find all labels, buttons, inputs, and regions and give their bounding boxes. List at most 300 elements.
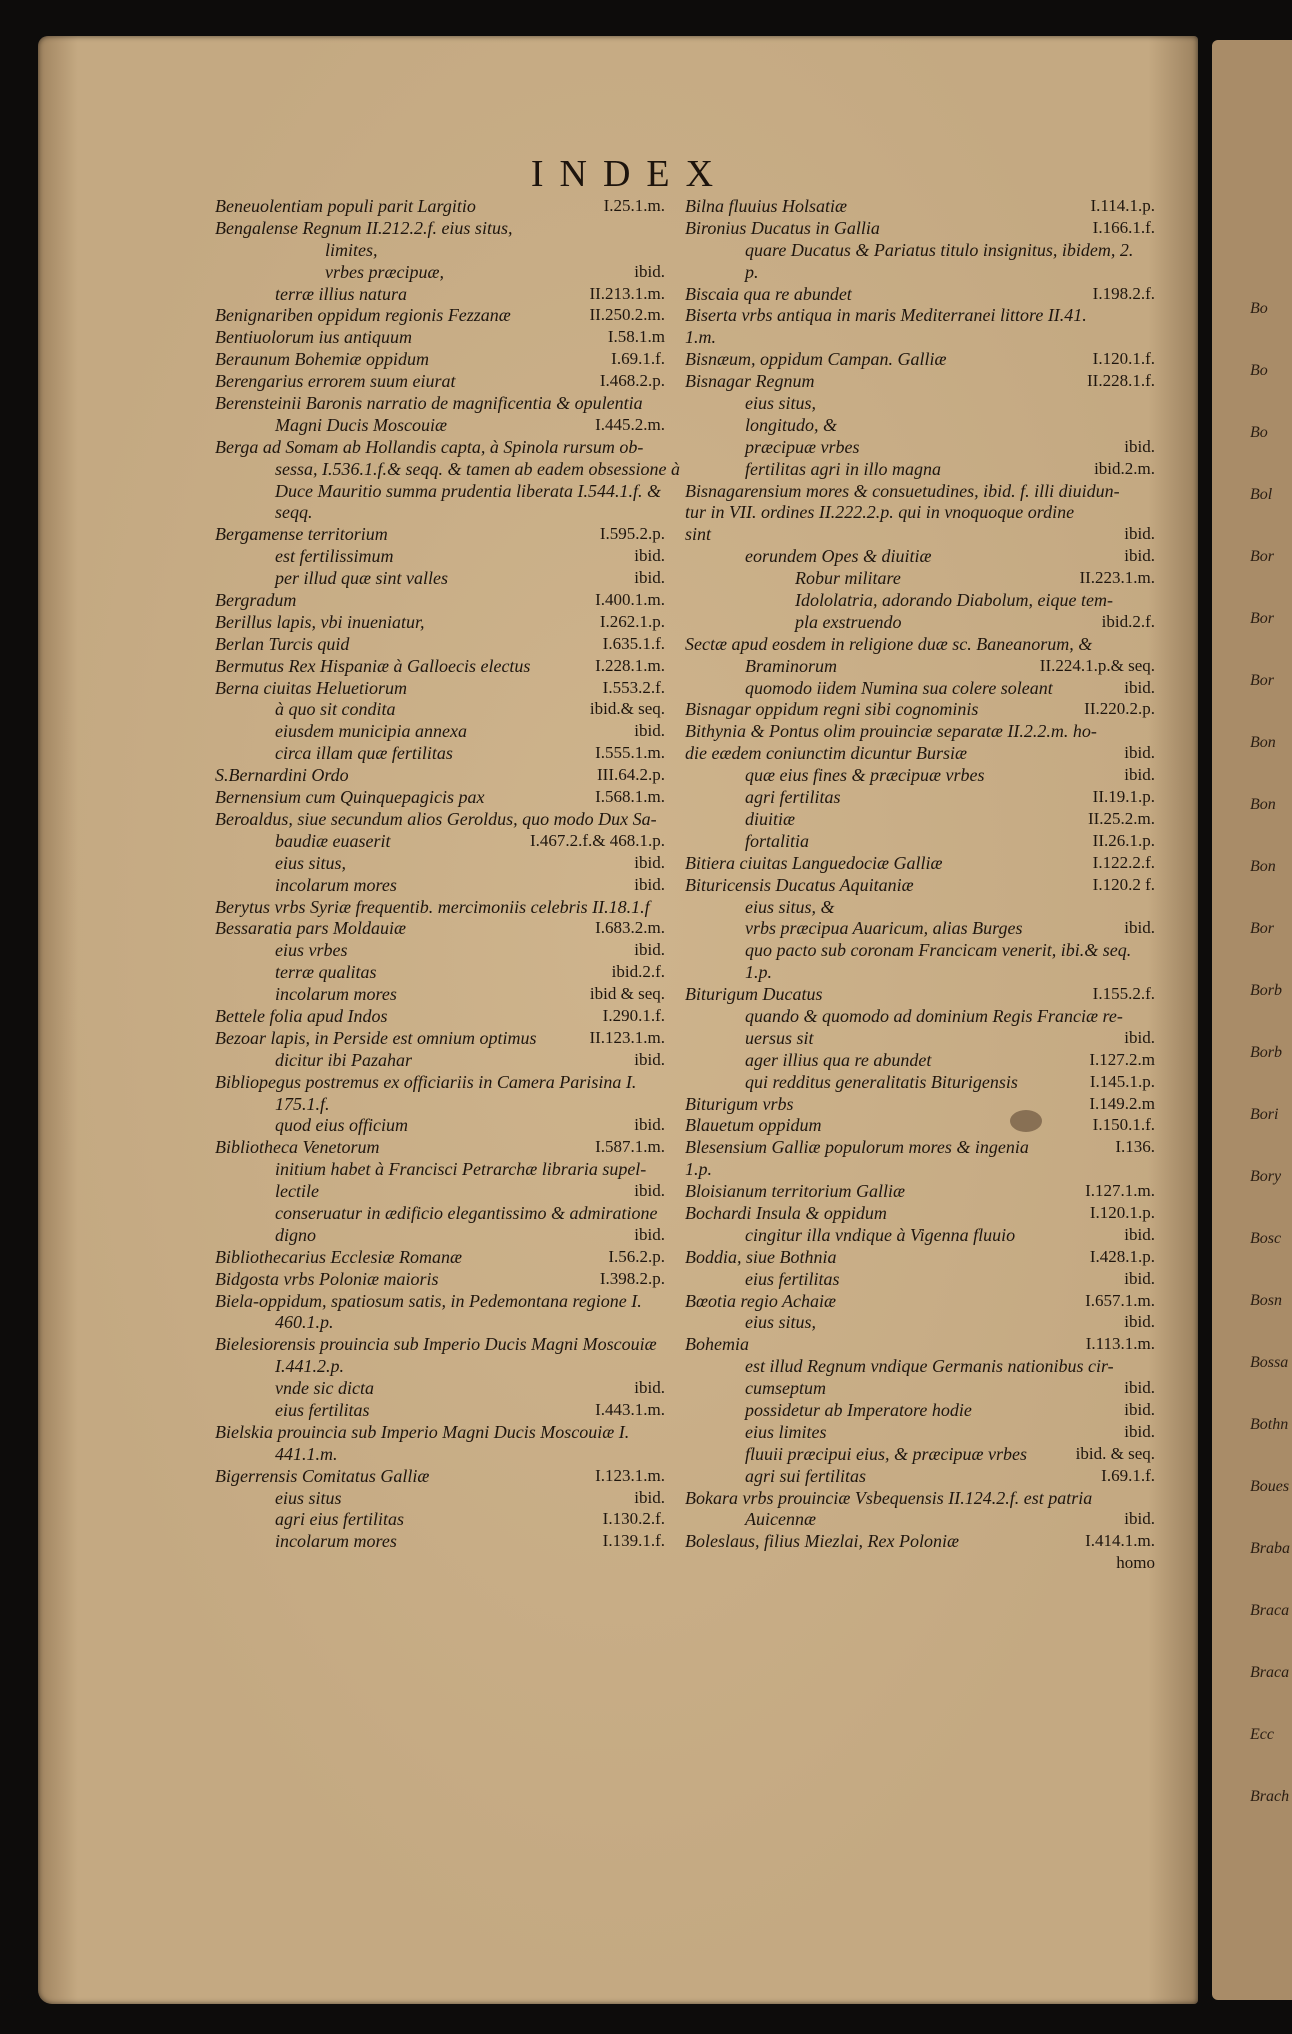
index-entry (215, 699, 665, 721)
index-entry (215, 1466, 665, 1488)
index-entry (685, 809, 1155, 831)
index-entry-label: Biturigum vrbs (685, 1093, 794, 1114)
index-entry (685, 349, 1155, 371)
index-entry (685, 1378, 1155, 1400)
index-entry (685, 765, 1155, 787)
index-entry-label: Bidgosta vrbs Poloniæ maioris (215, 1268, 439, 1289)
adjacent-page-text: Bon (1250, 734, 1276, 751)
index-entry-reference: ibid. (634, 874, 665, 894)
index-entry-label: 1.p. (745, 962, 772, 983)
index-entry (685, 524, 1155, 546)
adjacent-page-text: Bosn (1250, 1292, 1282, 1309)
index-entry (215, 393, 665, 415)
index-entry (685, 962, 1155, 984)
index-entry (685, 1422, 1155, 1444)
index-entry (685, 1094, 1155, 1116)
index-entry (215, 765, 665, 787)
index-entry-label: vrbes præcipuæ, (325, 261, 444, 282)
index-entry (215, 1137, 665, 1159)
index-entry-label: vrbs præcipua Auaricum, alias Burges (745, 918, 1023, 939)
adjacent-page-text: Bo (1250, 300, 1268, 317)
index-entry-reference: I.123.1.m. (595, 1465, 665, 1485)
index-entry-label: Blauetum oppidum (685, 1115, 822, 1136)
index-entry-label: 1.p. (685, 1159, 712, 1180)
index-entry-reference: II.25.2.m. (1087, 808, 1155, 828)
index-entry-reference: ibid. (1124, 1312, 1155, 1332)
adjacent-page-text: Bor (1250, 920, 1274, 937)
index-entry (215, 1444, 665, 1466)
index-entry-label: incolarum mores (275, 1531, 397, 1552)
index-entry-reference: I.657.1.m. (1085, 1290, 1155, 1310)
index-entry-label: Magni Ducis Moscouiæ (275, 414, 447, 435)
index-entry (215, 940, 665, 962)
index-entry (685, 262, 1155, 284)
index-entry-reference: I.69.1.f. (1101, 1465, 1155, 1485)
index-entry-reference: I.120.1.p. (1089, 1202, 1155, 1222)
index-entry (215, 196, 665, 218)
index-entry-label: eius fertilitas (275, 1399, 370, 1420)
index-entry-label: tur in VII. ordines II.222.2.p. qui in vnoquoque ordine (685, 502, 1075, 523)
index-entry-label: vnde sic dicta (275, 1378, 374, 1399)
index-entry-reference: I.130.2.f. (602, 1509, 665, 1529)
index-entry (685, 743, 1155, 765)
index-entry-reference: I.555.1.m. (595, 743, 665, 763)
index-column-left (215, 196, 680, 1553)
index-entry (215, 327, 665, 349)
index-entry (685, 1444, 1155, 1466)
index-entry-label: Biscaia qua re abundet (685, 283, 852, 304)
index-entry-label: agri eius fertilitas (275, 1509, 405, 1530)
index-entry (215, 524, 665, 546)
index-entry-label: Beraunum Bohemiæ oppidum (215, 349, 429, 370)
index-entry-reference: I.58.1.m (607, 327, 665, 347)
index-entry-label: Bœotia regio Achaiæ (685, 1290, 836, 1311)
index-entry-reference: ibid. (634, 546, 665, 566)
index-entry-reference: ibid. (1124, 436, 1155, 456)
index-entry-reference: II.26.1.p. (1092, 830, 1155, 850)
index-entry-label: seqq. (275, 502, 313, 523)
index-entry-label: digno (275, 1224, 317, 1245)
index-entry-label: eius situs, (745, 1312, 817, 1333)
adjacent-page-text: Bor (1250, 610, 1274, 627)
index-entry-reference: I.25.1.m. (603, 196, 665, 215)
index-entry-label: Bohemia (685, 1334, 749, 1355)
index-entry-reference: I.120.2 f. (1092, 874, 1155, 894)
adjacent-page-text: Bossa (1250, 1354, 1289, 1371)
index-entry-label: fortalitia (745, 830, 810, 851)
index-entry (685, 940, 1155, 962)
index-entry-reference: II.228.1.f. (1087, 371, 1155, 391)
index-column-right (685, 196, 1155, 1575)
index-entry (215, 1488, 665, 1510)
index-entry-reference: I.127.2.m (1089, 1049, 1155, 1069)
index-entry (215, 1225, 665, 1247)
index-entry-reference: ibid.2.f. (611, 962, 665, 982)
index-entry (215, 1247, 665, 1269)
index-entry (685, 305, 1155, 327)
index-entry-label: Bigerrensis Comitatus Galliæ (215, 1465, 430, 1486)
index-entry (215, 1094, 665, 1116)
index-entry (685, 1028, 1155, 1050)
index-entry-label: qui redditus generalitatis Biturigensis (745, 1071, 1018, 1092)
index-entry-label: Bielesiorensis prouincia sub Imperio Ducis Magni Moscouiæ (215, 1334, 657, 1355)
index-entry-label: initium habet à Francisci Petrarchæ libraria supel- (275, 1159, 647, 1180)
index-entry (685, 1247, 1155, 1269)
index-entry (685, 1181, 1155, 1203)
index-entry-reference: homo (1116, 1553, 1155, 1573)
index-entry-reference: II.123.1.m. (589, 1027, 665, 1047)
index-entry-reference: I.635.1.f. (602, 633, 665, 653)
index-entry-label: Bengalense Regnum II.212.2.f. eius situs, (215, 217, 513, 238)
index-entry-label: Bloisianum territorium Galliæ (685, 1181, 906, 1202)
index-entry (215, 262, 665, 284)
adjacent-page-text: Bol (1250, 486, 1273, 503)
index-entry (685, 1203, 1155, 1225)
index-entry (215, 1378, 665, 1400)
index-entry-label: sint (685, 524, 712, 545)
index-entry-label: Bibliotheca Venetorum (215, 1137, 380, 1158)
adjacent-page-text: Bo (1250, 362, 1268, 379)
index-entry (215, 918, 665, 940)
adjacent-page-text: Bosc (1250, 1230, 1282, 1247)
index-entry-label: eorundem Opes & diuitiæ (745, 546, 932, 567)
index-entry (215, 1050, 665, 1072)
index-entry-reference: ibid. (1124, 1224, 1155, 1244)
index-entry (215, 787, 665, 809)
adjacent-page-text: Bothn (1250, 1416, 1289, 1433)
index-entry-reference: ibid.2.m. (1094, 458, 1155, 478)
index-entry-reference: ibid. (1124, 1268, 1155, 1288)
index-entry-reference: I.398.2.p. (599, 1268, 665, 1288)
index-entry (685, 568, 1155, 590)
index-entry (215, 897, 665, 919)
index-entry-reference: I.553.2.f. (602, 677, 665, 697)
index-entry (685, 1225, 1155, 1247)
index-entry-reference: I.568.1.m. (595, 787, 665, 807)
index-entry-label: lectile (275, 1181, 319, 1202)
index-entry-reference: III.64.2.p. (597, 765, 665, 785)
index-entry-label: quomodo iidem Numina sua colere soleant (745, 677, 1053, 698)
index-entry (215, 458, 680, 481)
adjacent-page-text: Brach (1250, 1788, 1290, 1805)
index-entry-reference: ibid. (634, 852, 665, 872)
index-entry-label: terræ qualitas (275, 962, 377, 983)
index-entry-label: Bochardi Insula & oppidum (685, 1202, 887, 1223)
adjacent-page-text: Bor (1250, 672, 1274, 689)
index-entry-label: longitudo, & (745, 414, 838, 435)
index-entry-label: conseruatur in ædificio elegantissimo & admiratione (275, 1202, 658, 1223)
index-entry-reference: I.139.1.f. (602, 1531, 665, 1551)
index-entry-reference: ibid. (634, 1115, 665, 1135)
index-entry-label: Berillus lapis, vbi inueniatur, (215, 611, 425, 632)
index-entry (215, 612, 665, 634)
index-entry-reference: ibid.2.f. (1101, 611, 1155, 631)
index-entry-reference: ibid & seq. (589, 984, 665, 1004)
index-entry-label: ager illius qua re abundet (745, 1049, 932, 1070)
index-entry (215, 1072, 665, 1094)
index-entry (685, 437, 1155, 459)
index-entry (685, 612, 1155, 634)
index-entry-label: Berengarius errorem suum eiurat (215, 371, 456, 392)
index-entry (215, 984, 665, 1006)
index-entry-reference: ibid. (1124, 1399, 1155, 1419)
index-entry-label: Biela-oppidum, spatiosum satis, in Pedemontana regione I. (215, 1290, 642, 1311)
index-entry-reference: I.127.1.m. (1085, 1181, 1155, 1201)
index-entry (215, 284, 665, 306)
index-entry-label: Bielskia prouincia sub Imperio Magni Ducis Moscouiæ I. (215, 1421, 630, 1442)
index-entry-reference: I.149.2.m (1089, 1093, 1155, 1113)
adjacent-page-text: Braca (1250, 1602, 1290, 1619)
index-entry-label: Bergamense territorium (215, 524, 388, 545)
index-entry-reference: I.443.1.m. (595, 1399, 665, 1419)
index-entry-reference: I.468.2.p. (599, 371, 665, 391)
index-entry-reference: I.445.2.m. (595, 414, 665, 434)
index-entry-label: Sectæ apud eosdem in religione duæ sc. Baneanorum, & (685, 633, 1093, 654)
index-entry (685, 371, 1155, 393)
index-entry-label: est illud Regnum vndique Germanis nationibus cir- (745, 1356, 1114, 1377)
index-entry-label: Bezoar lapis, in Perside est omnium optimus (215, 1027, 537, 1048)
index-entry (215, 1509, 665, 1531)
index-entry (215, 1159, 665, 1181)
index-entry-label: per illud quæ sint valles (275, 568, 448, 589)
index-entry (215, 809, 665, 831)
index-entry-label: Bilna fluuius Holsatiæ (685, 196, 848, 216)
index-entry-label: uersus sit (745, 1027, 814, 1048)
index-entry-label: eius limites (745, 1421, 827, 1442)
index-entry (685, 853, 1155, 875)
index-entry-reference: ibid. (1124, 524, 1155, 544)
index-entry-label: sessa, I.536.1.f.& seqq. & tamen ab eadem obsessione à (275, 458, 680, 479)
index-entry-label: Bibliopegus postremus ex officiariis in Camera Parisina I. (215, 1071, 637, 1092)
adjacent-page-text: Boues (1250, 1478, 1290, 1495)
index-entry (685, 1400, 1155, 1422)
index-entry (685, 1006, 1155, 1028)
index-entry (215, 415, 665, 437)
index-entry-label: eius fertilitas (745, 1268, 840, 1289)
index-entry (215, 1028, 665, 1050)
index-entry (215, 590, 665, 612)
index-entry-label: Bitiera ciuitas Languedociæ Galliæ (685, 852, 943, 873)
index-entry-reference: I.262.1.p. (599, 611, 665, 631)
index-entry-label: Bermutus Rex Hispaniæ à Galloecis electus (215, 655, 531, 676)
index-entry-reference: I.114.1.p. (1090, 196, 1155, 215)
index-entry (685, 1291, 1155, 1313)
index-entry-label: Robur militare (795, 568, 901, 589)
index-entry-label: circa illam quæ fertilitas (275, 743, 453, 764)
index-entry (685, 546, 1155, 568)
index-entry-label: Bisnagarensium mores & consuetudines, ibid. f. illi diuidun- (685, 480, 1120, 501)
index-entry-reference: ibid. (634, 1049, 665, 1069)
index-entry (215, 1422, 665, 1444)
index-entry (685, 831, 1155, 853)
index-entry-label: Beroaldus, siue secundum alios Geroldus, quo modo Dux Sa- (215, 808, 657, 829)
index-entry-label: eiusdem municipia annexa (275, 721, 467, 742)
index-entry (685, 1050, 1155, 1072)
adjacent-page-text: Borb (1250, 982, 1282, 999)
index-entry (215, 1181, 665, 1203)
index-entry-reference: ibid. (634, 940, 665, 960)
index-entry-reference: I.166.1.f. (1092, 217, 1155, 237)
index-entry (215, 218, 665, 240)
index-entry (215, 437, 665, 459)
index-entry-reference: II.250.2.m. (589, 305, 665, 325)
index-entry-reference: I.136. (1115, 1137, 1155, 1157)
index-entry (685, 897, 1155, 919)
index-entry-label: fertilitas agri in illo magna (745, 458, 942, 479)
index-entry-label: Duce Mauritio summa prudentia liberata I.544.1.f. & (275, 480, 661, 501)
index-entry-label: Auicennæ (745, 1509, 816, 1530)
index-entry (215, 371, 665, 393)
index-entry (685, 918, 1155, 940)
index-entry (215, 721, 665, 743)
index-entry (685, 787, 1155, 809)
index-entry-label: S.Bernardini Ordo (215, 765, 349, 786)
index-entry-label: agri fertilitas (745, 787, 841, 808)
index-entry (215, 634, 665, 656)
index-entry (685, 875, 1155, 897)
index-entry-reference: ibid. (634, 568, 665, 588)
index-entry-label: eius situs, & (745, 896, 835, 917)
index-entry (685, 1553, 1155, 1575)
index-entry (685, 1334, 1155, 1356)
index-entry-reference: ibid. (1124, 1421, 1155, 1441)
page-title: INDEX (530, 153, 730, 195)
index-entry (215, 678, 665, 700)
index-entry (685, 678, 1155, 700)
index-entry-reference: ibid. (1124, 1509, 1155, 1529)
index-entry-reference: I.198.2.f. (1092, 283, 1155, 303)
index-entry-label: Bibliothecarius Ecclesiæ Romanæ (215, 1246, 462, 1267)
index-entry-label: Berlan Turcis quid (215, 633, 350, 654)
index-entry-reference: I.467.2.f.& 468.1.p. (529, 830, 665, 850)
adjacent-page-text: Bory (1250, 1168, 1282, 1185)
index-entry-label: Bokara vrbs prouinciæ Vsbequensis II.124.2.f. est patria (685, 1487, 1093, 1508)
index-entry (215, 546, 665, 568)
index-entry (685, 1509, 1155, 1531)
index-entry-label: p. (745, 261, 759, 282)
index-entry (215, 349, 665, 371)
index-entry-label: Berytus vrbs Syriæ frequentib. mercimoniis celebris II.18.1.f (215, 896, 650, 917)
index-entry-label: quæ eius fines & præcipuæ vrbes (745, 765, 985, 786)
index-entry-label: eius situs (275, 1487, 342, 1508)
index-entry-label: Berna ciuitas Heluetiorum (215, 677, 407, 698)
index-entry-label: 1.m. (685, 327, 716, 348)
index-entry (685, 1531, 1155, 1553)
index-entry-label: Berga ad Somam ab Hollandis capta, à Spinola rursum ob- (215, 436, 644, 457)
index-entry-reference: I.400.1.m. (595, 590, 665, 610)
index-entry (215, 1334, 665, 1356)
index-entry-label: Biturigum Ducatus (685, 984, 823, 1005)
index-entry-label: I.441.2.p. (275, 1356, 344, 1377)
index-entry-reference: II.213.1.m. (589, 283, 665, 303)
index-entry (685, 502, 1155, 524)
index-entry-label: cumseptum (745, 1378, 826, 1399)
index-entry-label: Boleslaus, filius Miezlai, Rex Poloniæ (685, 1531, 959, 1552)
index-entry (685, 1115, 1155, 1137)
index-entry-reference: I.150.1.f. (1092, 1115, 1155, 1135)
index-entry-label: fluuii præcipui eius, & præcipuæ vrbes (745, 1443, 1027, 1464)
adjacent-page-text: Bo (1250, 424, 1268, 441)
index-entry (215, 1006, 665, 1028)
index-entry-reference: ibid. (1124, 1027, 1155, 1047)
index-entry-label: 460.1.p. (275, 1312, 334, 1333)
index-entry-label: incolarum mores (275, 984, 397, 1005)
index-entry-label: Bituricensis Ducatus Aquitaniæ (685, 874, 914, 895)
index-entry-label: præcipuæ vrbes (745, 436, 860, 457)
index-entry-reference: I.120.1.f. (1092, 349, 1155, 369)
index-entry-label: Biserta vrbs antiqua in maris Mediterranei littore II.41. (685, 305, 1087, 326)
index-entry (685, 590, 1155, 612)
index-entry-label: Bettele folia apud Indos (215, 1005, 388, 1026)
adjacent-page-text: Borb (1250, 1044, 1282, 1061)
index-entry-reference: I.587.1.m. (595, 1137, 665, 1157)
index-entry-label: diuitiæ (745, 808, 796, 829)
index-entry-label: die eædem coniunctim dicuntur Bursiæ (685, 743, 967, 764)
index-entry (685, 1072, 1155, 1094)
index-entry-label: agri sui fertilitas (745, 1465, 867, 1486)
adjacent-page-text: Bor (1250, 548, 1274, 565)
index-entry-label: Benignariben oppidum regionis Fezzanæ (215, 305, 511, 326)
adjacent-page-text: Bon (1250, 858, 1276, 875)
index-entry-label: terræ illius natura (275, 283, 408, 304)
index-entry (685, 699, 1155, 721)
index-entry (215, 1203, 665, 1225)
index-entry (685, 284, 1155, 306)
index-entry-reference: II.19.1.p. (1092, 787, 1155, 807)
index-entry-reference: I.155.2.f. (1092, 984, 1155, 1004)
index-entry (215, 656, 665, 678)
index-entry-label: Beneuolentiam populi parit Largitio (215, 196, 476, 216)
index-entry (685, 1159, 1155, 1181)
index-entry-reference: ibid. (634, 721, 665, 741)
index-entry (685, 240, 1155, 262)
index-entry-label: Braminorum (745, 655, 838, 676)
index-entry (215, 853, 665, 875)
adjacent-page-text: Ecc (1250, 1726, 1274, 1743)
index-entry (685, 481, 1155, 503)
adjacent-page-text: Braca (1250, 1664, 1290, 1681)
index-entry (215, 1291, 665, 1313)
index-entry-label: Bisnagar Regnum (685, 371, 815, 392)
index-entry-label: Bernensium cum Quinquepagicis pax (215, 787, 485, 808)
index-entry-reference: ibid. (634, 261, 665, 281)
index-entry (685, 415, 1155, 437)
index-entry (215, 962, 665, 984)
index-entry-label: Bentiuolorum ius antiquum (215, 327, 412, 348)
index-entry-reference: ibid. (634, 1181, 665, 1201)
index-entry-reference: I.595.2.p. (599, 524, 665, 544)
index-entry (215, 481, 665, 503)
index-entry-label: Bisnæum, oppidum Campan. Galliæ (685, 349, 947, 370)
index-entry-reference: II.224.1.p.& seq. (1039, 655, 1155, 675)
index-entry (685, 1466, 1155, 1488)
index-entry (685, 218, 1155, 240)
index-entry (215, 1400, 665, 1422)
index-entry-label: quare Ducatus & Pariatus titulo insignitus, ibidem, 2. (745, 239, 1134, 260)
index-entry (215, 831, 665, 853)
index-entry-label: Bironius Ducatus in Gallia (685, 217, 880, 238)
index-entry (685, 459, 1155, 481)
index-entry (685, 1488, 1155, 1510)
index-entry-label: eius situs, (275, 852, 347, 873)
index-entry-label: dicitur ibi Pazahar (275, 1049, 413, 1070)
adjacent-page-text: Bori (1250, 1106, 1279, 1123)
index-entry-reference: I.428.1.p. (1089, 1246, 1155, 1266)
index-entry-reference: II.220.2.p. (1084, 699, 1155, 719)
index-entry-label: cingitur illa vndique à Vigenna fluuio (745, 1224, 1016, 1245)
index-entry (685, 1356, 1155, 1378)
index-entry (685, 393, 1155, 415)
